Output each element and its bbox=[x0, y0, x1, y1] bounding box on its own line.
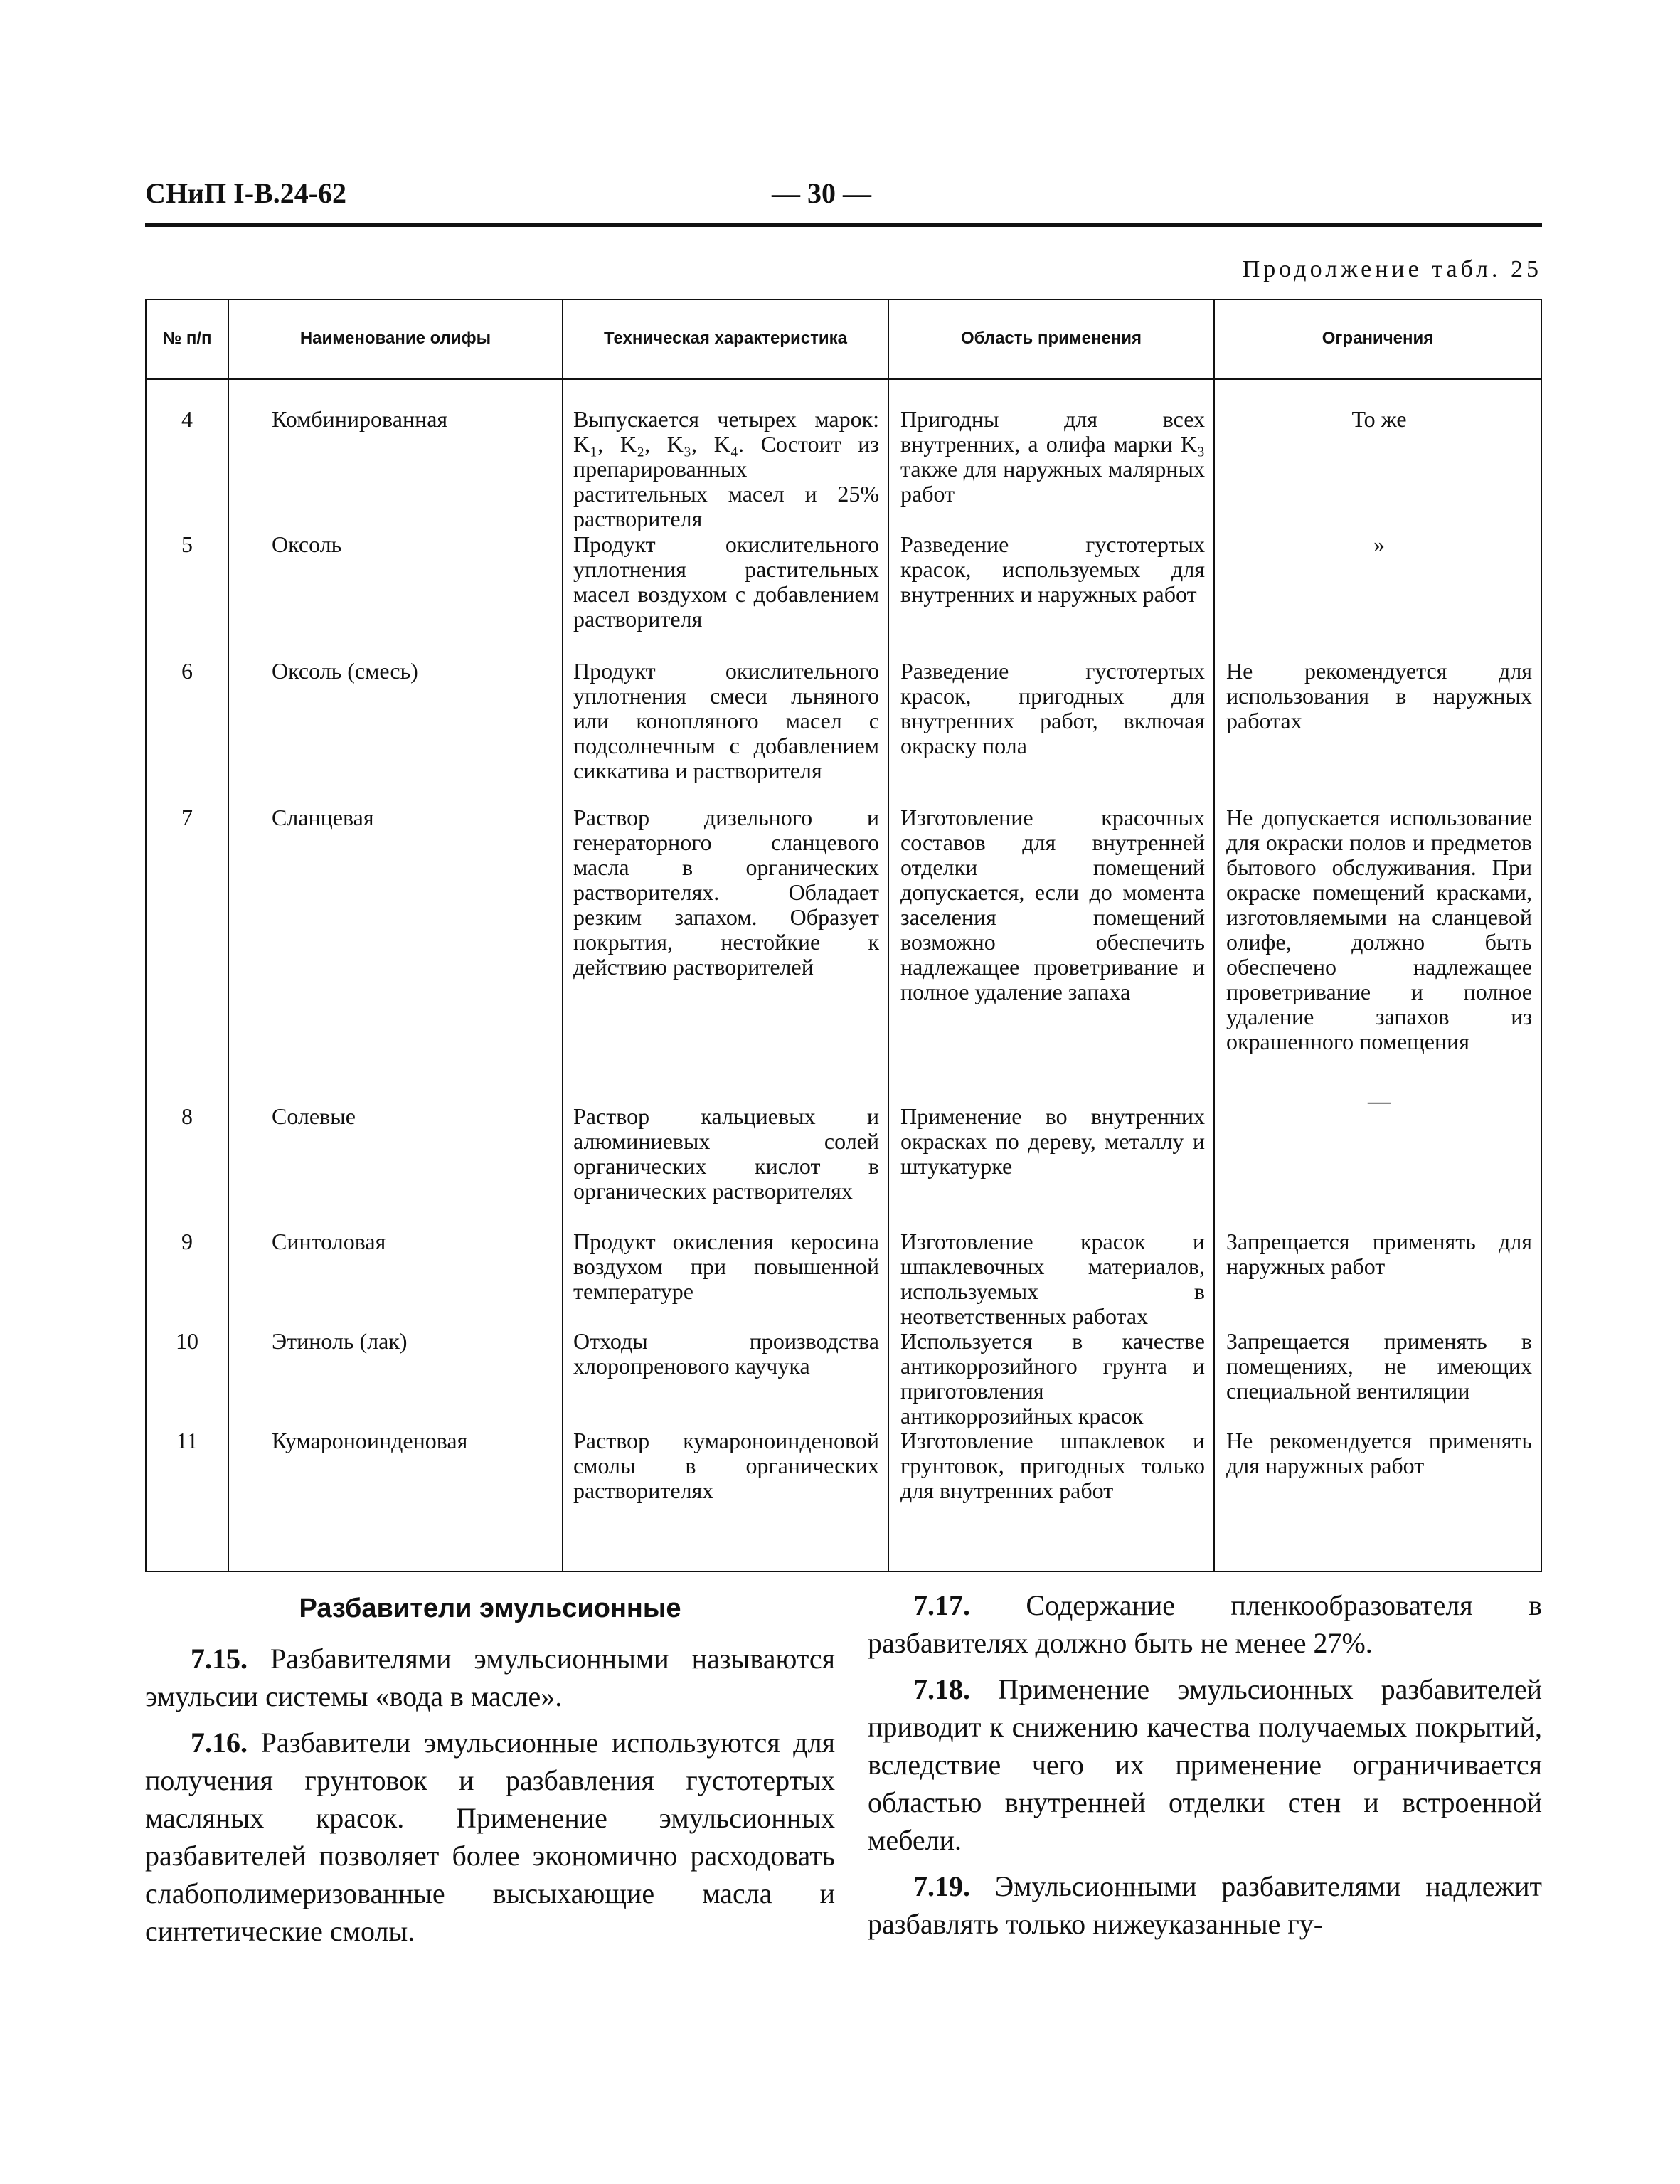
column-divider bbox=[562, 299, 563, 1572]
column-header-tech: Техническая характеристика bbox=[604, 329, 847, 348]
column-divider bbox=[228, 299, 229, 1572]
olifa-name: Сланцевая bbox=[272, 805, 374, 830]
restrictions: » bbox=[1373, 531, 1385, 557]
olifa-name: Оксоль bbox=[272, 531, 342, 557]
body-right-column bbox=[868, 1586, 1542, 1951]
document-code: СНиП I-В.24-62 bbox=[145, 177, 347, 209]
row-number: 11 bbox=[176, 1428, 198, 1453]
tech-characteristic: Продукт окисления керосина воздухом при повышенной температуре bbox=[573, 1229, 879, 1304]
paragraph-number: 7.17. bbox=[913, 1589, 970, 1621]
olifa-name: Этиноль (лак) bbox=[272, 1328, 408, 1354]
tech-characteristic: Продукт окислительного уплотнения смеси льняного или конопляного масел с подсолнечным с добавлением сиккатива и растворителя bbox=[573, 658, 879, 783]
application-area: Применение во внутренних окрасках по дереву, металлу и штукатурке bbox=[900, 1103, 1205, 1179]
olifa-name: Кумароноинденовая bbox=[272, 1428, 468, 1453]
paragraph bbox=[145, 1724, 835, 1950]
tech-characteristic: Продукт окислительного уплотнения растительных масел воздухом с добавлением растворителя bbox=[573, 531, 879, 632]
tech-characteristic: Раствор кальциевых и алюминиевых солей органических кислот в органических растворителях bbox=[573, 1103, 879, 1204]
row-number: 7 bbox=[181, 805, 193, 830]
row-number: 6 bbox=[181, 658, 193, 684]
restrictions: Не рекомендуется применять для наружных работ bbox=[1226, 1428, 1532, 1478]
table-right-border bbox=[1541, 299, 1542, 1572]
column-header-name: Наименование олифы bbox=[299, 329, 491, 348]
restrictions: Не рекомендуется для использования в наружных работах bbox=[1226, 658, 1532, 733]
table-continuation-label: Продолжение табл. 25 bbox=[1242, 256, 1542, 282]
application-area: Изготовление красочных составов для внутренней отделки помещений допускается, если до момента заселения помещений возможно обеспечить надлежащее проветривание и полное удаление запаха bbox=[900, 805, 1205, 1004]
application-area: Изготовление шпаклевок и грунтовок, пригодных только для внутренних работ bbox=[900, 1428, 1205, 1503]
application-area: Разведение густотертых красок, используемых для внутренних и наружных работ bbox=[900, 531, 1205, 607]
table-left-border bbox=[145, 299, 147, 1572]
paragraph bbox=[868, 1670, 1542, 1859]
row-number: 9 bbox=[181, 1229, 193, 1254]
paragraph-number: 7.16. bbox=[191, 1727, 248, 1759]
header-rule bbox=[145, 223, 1542, 227]
column-header-limits: Ограничения bbox=[1322, 329, 1434, 348]
column-divider bbox=[888, 299, 889, 1572]
restrictions: — bbox=[1368, 1088, 1391, 1113]
paragraph-text: Применение эмульсионных разбавителей приводит к снижению качества получаемых покрытий, вследствие чего их применение ограничивается областью внутренней отделки стен и встроенной мебели. bbox=[868, 1673, 1542, 1856]
section-title: Разбавители эмульсионные bbox=[299, 1594, 681, 1623]
paragraph bbox=[868, 1867, 1542, 1943]
paragraph-text: Эмульсионными разбавителями надлежит разбавлять только нижеуказанные гу- bbox=[868, 1870, 1542, 1940]
restrictions: То же bbox=[1351, 406, 1407, 432]
tech-characteristic: Раствор дизельного и генераторного сланцевого масла в органических растворителях. Обладает резким запахом. Образует покрытия, нестойкие к действию растворителей bbox=[573, 805, 879, 980]
olifa-name: Синтоловая bbox=[272, 1229, 386, 1254]
application-area: Изготовление красок и шпаклевочных материалов, используемых в неответственных работах bbox=[900, 1229, 1205, 1329]
restrictions: Запрещается применять для наружных работ bbox=[1226, 1229, 1532, 1279]
application-area: Разведение густотертых красок, пригодных для внутренних работ, включая окраску пола bbox=[900, 658, 1205, 758]
tech-characteristic: Выпускается четырех марок: K₁, K₂, K₃, K₄. Состоит из препарированных растительных масел и 25% растворителя bbox=[573, 406, 879, 531]
paragraph-number: 7.15. bbox=[191, 1643, 248, 1675]
column-divider bbox=[1213, 299, 1215, 1572]
application-area: Используется в качестве антикоррозийного грунта и приготовления антикоррозийных красок bbox=[900, 1328, 1205, 1428]
paragraph-text: Разбавители эмульсионные используются для получения грунтовок и разбавления густотертых масляных красок. Применение эмульсионных разбавителей позволяет более экономично расходовать слабополимеризованные высыхающие масла и синтетические смолы. bbox=[145, 1727, 835, 1947]
paragraph-text: Разбавителями эмульсионными называются эмульсии системы «вода в масле». bbox=[145, 1643, 836, 1712]
restrictions: Не допускается использование для окраски полов и предметов бытового обслуживания. При окраске помещений красками, изготовляемыми на сланцевой олифе, должно быть обеспечено надлежащее проветривание и полное удаление запахов из окрашенного помещения bbox=[1226, 805, 1532, 1054]
row-number: 8 bbox=[181, 1103, 193, 1129]
page-number: — 30 — bbox=[772, 177, 871, 209]
column-header-area: Область применения bbox=[960, 329, 1142, 348]
olifa-name: Оксоль (смесь) bbox=[272, 658, 418, 684]
olifa-name: Комбинированная bbox=[272, 406, 448, 432]
row-number: 5 bbox=[181, 531, 193, 557]
tech-characteristic: Раствор кумароноинденовой смолы в органических растворителях bbox=[573, 1428, 879, 1503]
paragraph-number: 7.19. bbox=[913, 1870, 970, 1902]
table-bottom-border bbox=[145, 1571, 1542, 1572]
tech-characteristic: Отходы производства хлоропренового каучука bbox=[573, 1328, 879, 1379]
paragraph-text: Содержание пленкообразователя в разбавителях должно быть не менее 27%. bbox=[868, 1589, 1543, 1659]
restrictions: Запрещается применять в помещениях, не имеющих специальной вентиляции bbox=[1226, 1328, 1532, 1404]
paragraph bbox=[145, 1640, 835, 1715]
olifa-table bbox=[145, 299, 1542, 1572]
row-number: 10 bbox=[176, 1328, 198, 1354]
table-header-border bbox=[145, 378, 1542, 380]
application-area: Пригодны для всех внутренних, а олифа марки K₃ также для наружных малярных работ bbox=[900, 406, 1205, 507]
olifa-name: Солевые bbox=[272, 1103, 356, 1129]
body-left-column bbox=[145, 1586, 835, 1958]
paragraph-number: 7.18. bbox=[913, 1673, 970, 1705]
column-header-num: № п/п bbox=[162, 329, 212, 348]
paragraph bbox=[868, 1586, 1542, 1662]
row-number: 4 bbox=[181, 406, 193, 432]
